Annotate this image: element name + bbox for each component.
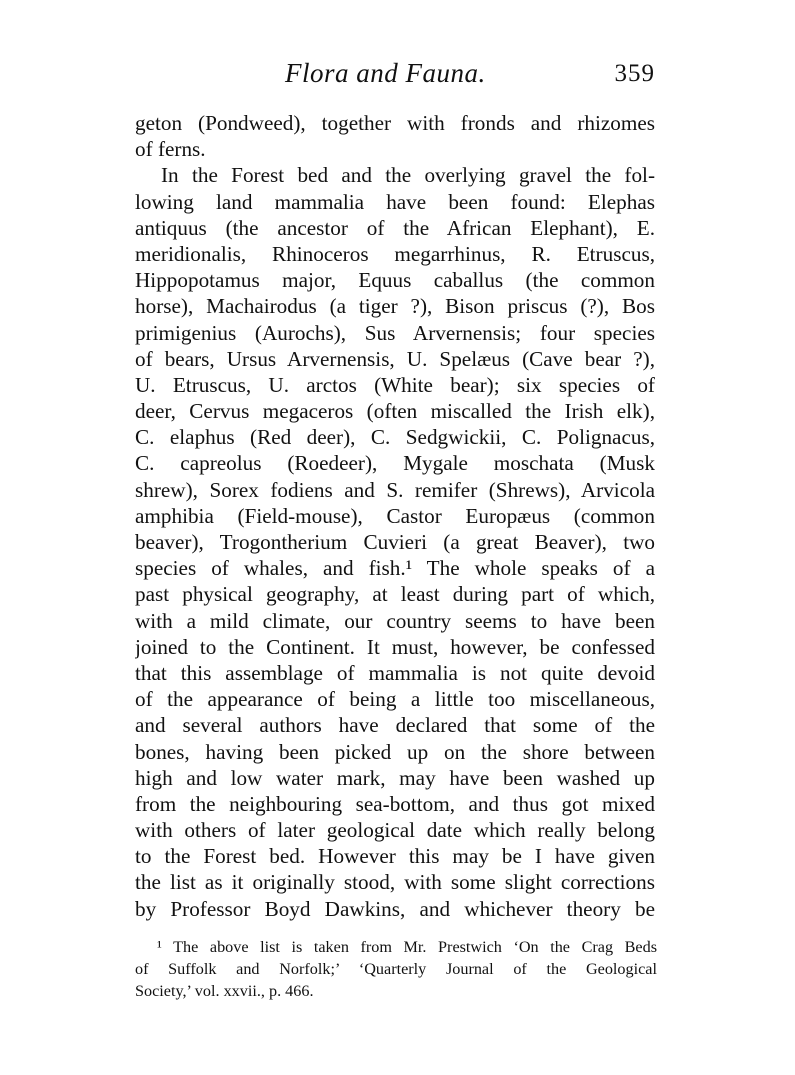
text-line: species of whales, and fish.¹ The whole speaks of a [135,556,655,581]
text-line: bones, having been picked up on the shore between [135,739,655,764]
text-line: from the neighbouring sea-bottom, and thus got mixed [135,791,655,816]
footnote-line: of Suffolk and Norfolk;’ ‘Quarterly Journal of the Geological [135,960,657,978]
text-line: with a mild climate, our country seems to have been [135,608,655,633]
text-line: high and low water mark, may have been washed up [135,765,655,790]
text-line: C. capreolus (Roedeer), Mygale moschata (Musk [135,451,655,476]
text-line: by Professor Boyd Dawkins, and whichever theory be [135,896,655,921]
text-line: of ferns. [135,137,206,162]
body-text [135,110,655,922]
text-line: horse), Machairodus (a tiger ?), Bison priscus (?), Bos [135,294,655,319]
text-line: geton (Pondweed), together with fronds and rhizomes [135,111,655,135]
text-line: joined to the Continent. It must, however, be confessed [135,634,655,659]
text-line: the list as it originally stood, with some slight corrections [135,870,655,895]
text-line: of bears, Ursus Arvernensis, U. Spelæus (Cave bear ?), [135,346,655,371]
text-line: deer, Cervus megaceros (often miscalled the Irish elk), [135,399,655,424]
page-header [135,58,655,98]
running-title: Flora and Fauna. [285,58,486,88]
text-line: that this assemblage of mammalia is not quite devoid [135,660,655,685]
text-line: C. elaphus (Red deer), C. Sedgwickii, C. Polignacus, [135,425,655,450]
text-line: In the Forest bed and the overlying gravel the fol- [161,163,655,188]
text-line: antiquus (the ancestor of the African Elephant), E. [135,215,655,240]
text-line: U. Etruscus, U. arctos (White bear); six species of [135,372,655,397]
text-line: meridionalis, Rhinoceros megarrhinus, R. Etruscus, [135,241,655,266]
footnotes [135,936,657,1002]
text-line: past physical geography, at least during part of which, [135,582,655,607]
text-line: of the appearance of being a little too miscellaneous, [135,687,655,712]
text-line: lowing land mammalia have been found: Elephas [135,189,655,214]
text-line: primigenius (Aurochs), Sus Arvernensis; four species [135,320,655,345]
footnote-line: ¹ The above list is taken from Mr. Prestwich ‘On the Crag Beds [157,938,657,956]
text-line: with others of later geological date which really belong [135,818,655,843]
page-number: 359 [614,60,655,87]
text-line: shrew), Sorex fodiens and S. remifer (Shrews), Arvicola [135,477,655,502]
text-line: beaver), Trogontherium Cuvieri (a great Beaver), two [135,530,655,554]
text-line: and several authors have declared that some of the [135,713,655,738]
text-line: amphibia (Field-mouse), Castor Europæus (common [135,503,655,528]
footnote-line: Society,’ vol. xxvii., p. 466. [135,982,314,1000]
text-line: Hippopotamus major, Equus caballus (the common [135,268,655,293]
text-line: to the Forest bed. However this may be I have given [135,844,655,869]
